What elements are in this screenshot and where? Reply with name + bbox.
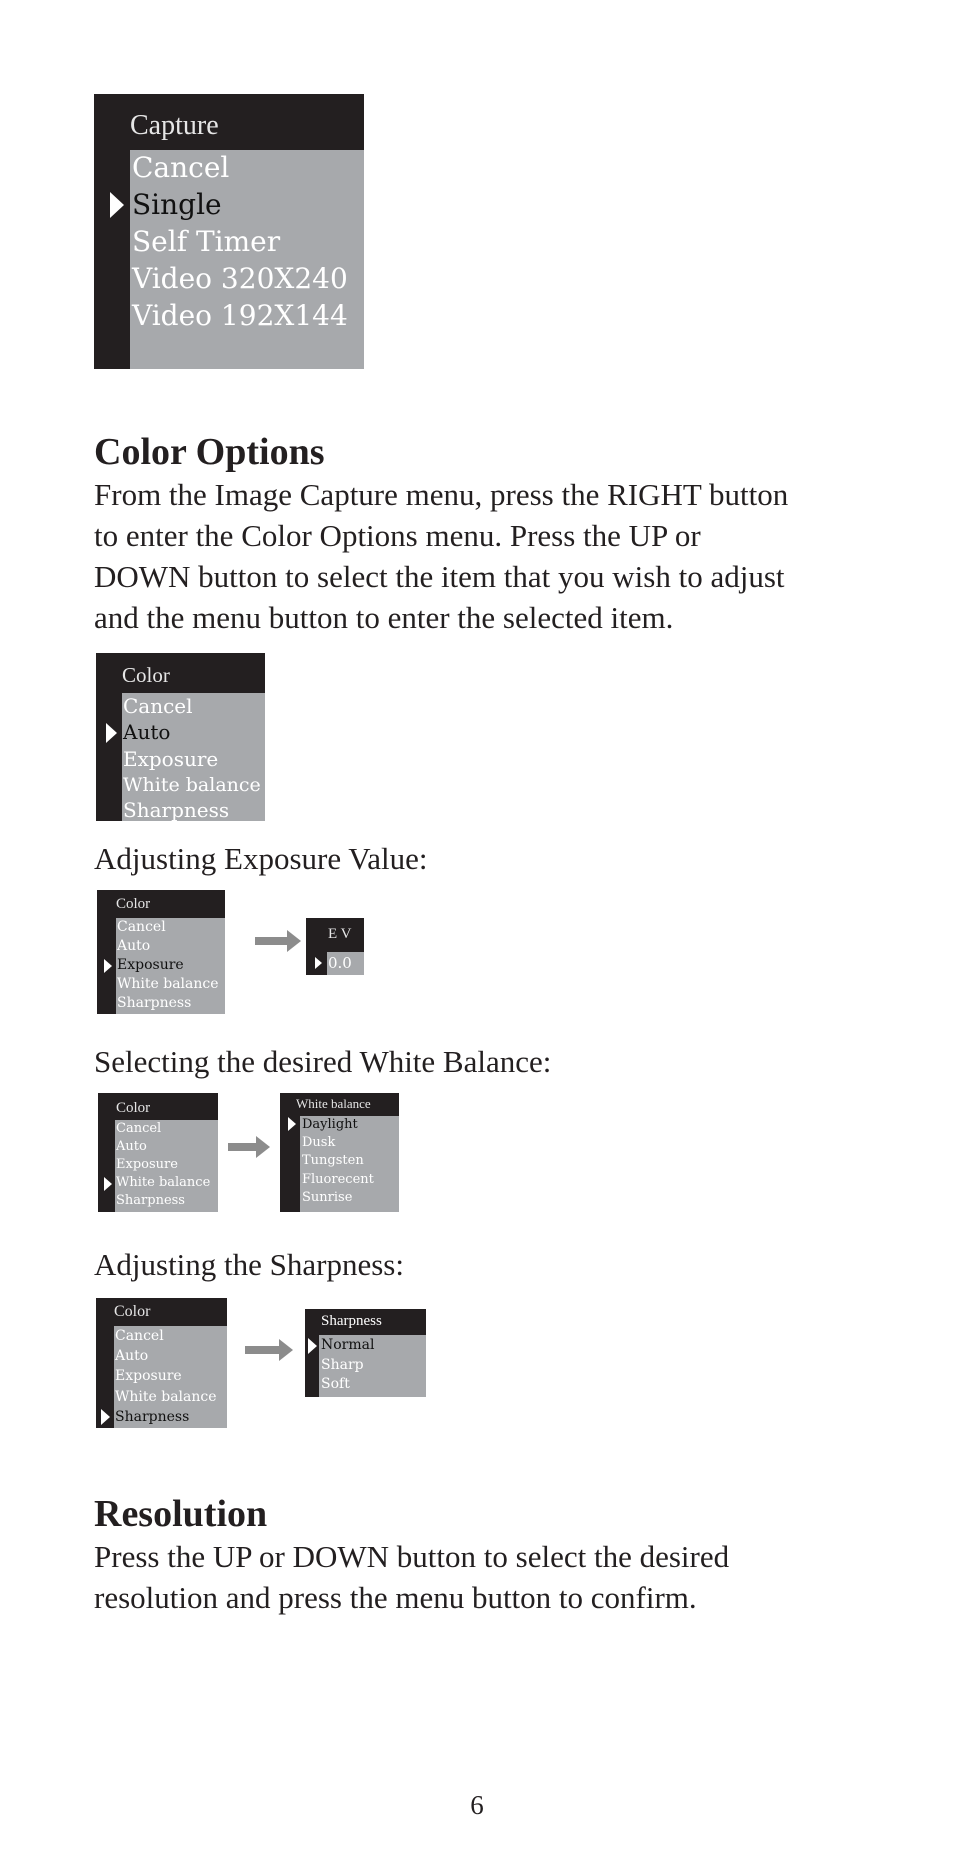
caption-white-balance: Selecting the desired White Balance: (94, 1044, 552, 1079)
resolution-paragraph (94, 1536, 729, 1618)
menu-title: White balance (296, 1096, 371, 1111)
right-arrow-icon (245, 1339, 293, 1361)
menu-title: Color (116, 896, 151, 912)
caption-sharpness: Adjusting the Sharpness: (94, 1247, 404, 1282)
selection-pointer-icon (315, 957, 322, 969)
paragraph-line: resolution and press the menu button to confirm. (94, 1580, 697, 1615)
menu-item: Sharpness (115, 1409, 190, 1425)
paragraph-line: and the menu button to enter the selected item. (94, 600, 674, 635)
color-menu-white-balance-screenshot (98, 1093, 218, 1212)
white-balance-menu-screenshot (280, 1093, 399, 1212)
menu-item: Cancel (132, 151, 230, 184)
caption-exposure: Adjusting Exposure Value: (94, 841, 428, 876)
menu-item: Cancel (117, 919, 166, 935)
paragraph-line: to enter the Color Options menu. Press the UP or (94, 518, 701, 553)
menu-title: Color (122, 663, 170, 687)
color-menu-sharpness-screenshot (96, 1298, 227, 1428)
wb-option: Dusk (302, 1135, 336, 1150)
selection-pointer-icon (106, 723, 117, 743)
selection-pointer-icon (110, 192, 124, 218)
paragraph-line: DOWN button to select the item that you wish to adjust (94, 559, 785, 594)
menu-item: Auto (117, 938, 151, 954)
paragraph-line: Press the UP or DOWN button to select the desired (94, 1539, 730, 1574)
section-heading-color-options: Color Options (94, 431, 325, 473)
menu-item: White balance (123, 774, 261, 796)
right-arrow-icon (255, 930, 301, 952)
menu-item: Single (132, 188, 222, 221)
wb-option: Tungsten (302, 1153, 364, 1168)
ev-menu-screenshot (306, 918, 364, 975)
menu-item: Auto (115, 1348, 149, 1364)
menu-item: Exposure (123, 747, 219, 771)
menu-item: Sharpness (117, 995, 192, 1011)
menu-item: Video 192X144 (132, 299, 348, 332)
menu-title: Sharpness (321, 1313, 382, 1329)
menu-title: Color (114, 1303, 151, 1320)
menu-item: Exposure (117, 957, 184, 973)
sharpness-menu-screenshot (305, 1309, 426, 1397)
menu-item: White balance (117, 976, 219, 992)
menu-item: Sharpness (116, 1193, 185, 1208)
menu-item: Self Timer (132, 225, 281, 258)
selection-pointer-icon (288, 1117, 296, 1131)
menu-item: Exposure (116, 1157, 178, 1172)
wb-option: Fluorecent (302, 1172, 374, 1187)
menu-title: Color (116, 1100, 151, 1116)
selection-pointer-icon (101, 1409, 110, 1425)
sharpness-option: Sharp (321, 1357, 364, 1373)
menu-item: White balance (115, 1389, 217, 1405)
menu-item: Cancel (116, 1121, 162, 1136)
menu-item: Exposure (115, 1368, 182, 1384)
color-options-paragraph (94, 474, 788, 638)
sharpness-option: Normal (321, 1337, 375, 1353)
color-menu-screenshot (96, 653, 265, 821)
menu-item: Sharpness (123, 798, 230, 821)
sharpness-option: Soft (321, 1376, 350, 1392)
selection-pointer-icon (104, 1177, 112, 1191)
selection-pointer-icon (308, 1338, 317, 1354)
color-menu-exposure-screenshot (97, 890, 225, 1014)
menu-item: White balance (116, 1175, 211, 1190)
menu-item: Cancel (123, 694, 193, 718)
wb-option: Sunrise (302, 1190, 353, 1205)
selection-pointer-icon (104, 959, 112, 973)
page-number: 6 (470, 1790, 484, 1820)
wb-option: Daylight (302, 1117, 358, 1132)
menu-item: Auto (123, 720, 171, 744)
section-heading-resolution: Resolution (94, 1493, 268, 1535)
ev-value: 0.0 (328, 954, 352, 972)
capture-menu-screenshot (94, 94, 364, 369)
menu-item: Video 320X240 (132, 262, 348, 295)
menu-item: Auto (116, 1139, 147, 1154)
paragraph-line: From the Image Capture menu, press the RIGHT button (94, 477, 789, 512)
menu-title: Capture (130, 110, 219, 141)
right-arrow-icon (228, 1136, 270, 1158)
menu-title: E V (328, 926, 352, 942)
menu-item: Cancel (115, 1328, 164, 1344)
